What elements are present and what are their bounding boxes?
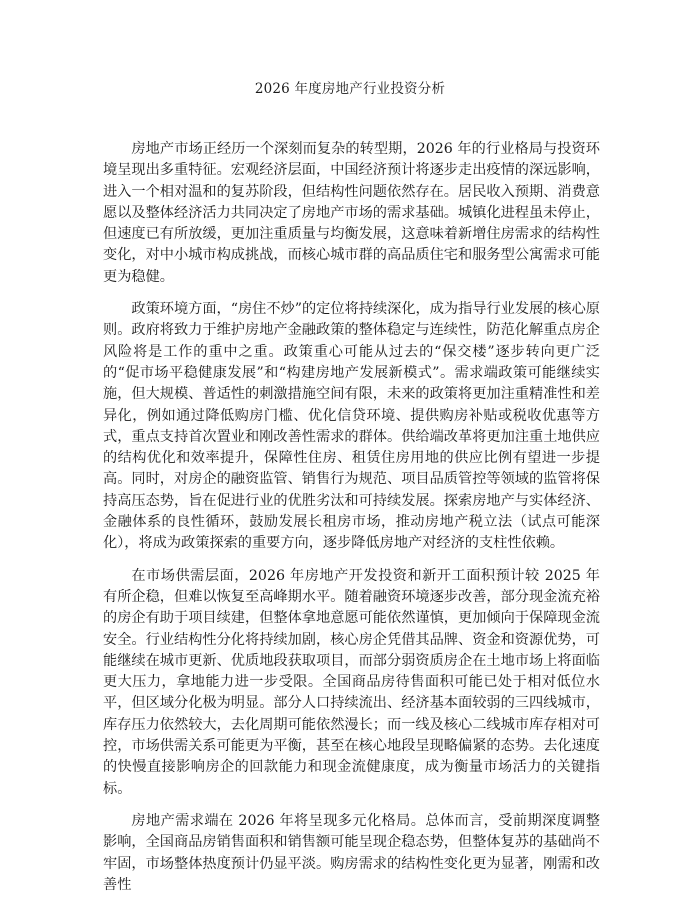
- paragraph-3: 在市场供需层面，2026 年房地产开发投资和新开工面积预计较 2025 年有所企稳，但难以恢复至高峰期水平。随着融资环境逐步改善，部分现金流充裕的房企有助于项目续建，但整体拿地意愿可能依然谨慎，更加倾向于保障现金流安全。行业结构性分化将持续加剧，核心房企凭借其品牌、资金和资源优势，可能继续在城市更新、优质地段获取项目，而部分弱资质房企在土地市场上将面临更大压力，拿地能力进一步受限。全国商品房待售面积可能已处于相对低位水平，但区域分化极为明显。部分人口持续流出、经济基本面较弱的三四线城市，库存压力依然较大，去化周期可能依然漫长；而一线及核心二线城市库存相对可控，市场供需关系可能更为平衡，甚至在核心地段呈现略偏紧的态势。去化速度的快慢直接影响房企的回款能力和现金流健康度，成为衡量市场活力的关键指标。: [103, 567, 600, 797]
- document-title: 2026 年度房地产行业投资分析: [254, 81, 446, 97]
- paragraph-4: 房地产需求端在 2026 年将呈现多元化格局。总体而言，受前期深度调整影响，全国商品房销售面积和销售额可能呈现企稳态势，但整体复苏的基础尚不牢固，市场整体热度预计仍显平淡。购房需求的结构性变化更为显著，刚需和改善性: [103, 812, 600, 893]
- paragraph-2: 政策环境方面，“房住不炒”的定位将持续深化，成为指导行业发展的核心原则。政府将致力于维护房地产金融政策的整体稳定与连续性，防范化解重点房企风险将是工作的重中之重。政策重心可能从过去的“保交楼”逐步转向更广泛的“促市场平稳健康发展”和“构建房地产发展新模式”。需求端政策可能继续实施，但大规模、普适性的刺激措施空间有限，未来的政策将更加注重精准性和差异化，例如通过降低购房门槛、优化信贷环境、提供购房补贴或税收优惠等方式，重点支持首次置业和刚改善性需求的群体。供给端改革将更加注重土地供应的结构优化和效率提升，保障性住房、租赁住房用地的供应比例有望进一步提高。同时，对房企的融资监管、销售行为规范、项目品质管控等领域的监管将保持高压态势，旨在促进行业的优胜劣汰和可持续发展。探索房地产与实体经济、金融体系的良性循环，鼓励发展长租房市场，推动房地产税立法（试点可能深化），将成为政策探索的重要方向，逐步降低房地产对经济的支柱性依赖。: [103, 301, 600, 552]
- document-body: [103, 139, 600, 907]
- paragraph-1: 房地产市场正经历一个深刻而复杂的转型期，2026 年的行业格局与投资环境呈现出多重特征。宏观经济层面，中国经济预计将逐步走出疫情的深远影响，进入一个相对温和的复苏阶段，但结构性问题依然存在。居民收入预期、消费意愿以及整体经济活力共同决定了房地产市场的需求基础。城镇化进程虽未停止，但速度已有所放缓，更加注重质量与均衡发展，这意味着新增住房需求的结构性变化，对中小城市构成挑战，而核心城市群的高品质住宅和服务型公寓需求可能更为稳健。: [103, 141, 600, 285]
